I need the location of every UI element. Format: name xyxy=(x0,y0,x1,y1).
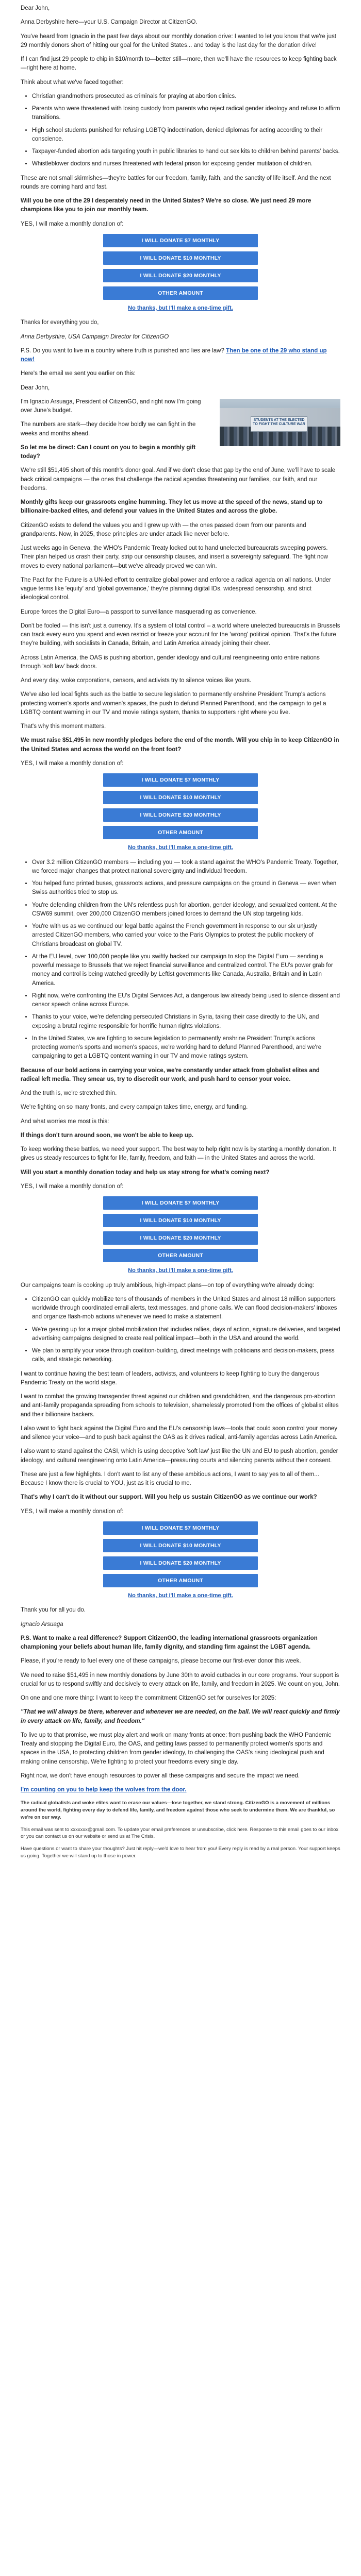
other-amount-button[interactable]: OTHER AMOUNT xyxy=(103,286,258,300)
donate-10-button[interactable]: I WILL DONATE $10 MONTHLY xyxy=(103,791,258,804)
body-paragraph: We're fighting on so many fronts, and every campaign takes time, energy, and funding. xyxy=(21,1104,248,1111)
greeting: Dear John, xyxy=(21,384,50,391)
list-item: • Right now, we're confronting the EU's Digital Services Act, a dangerous law already being used to silence dissent and censor speech online across Europe. xyxy=(32,992,340,1010)
list-item: • We're gearing up for a major global mobilization that includes rallies, days of action, signature deliveries, and targeted advertising campaigns designed to create real political impact—both in the USA and around the world. xyxy=(32,1326,340,1344)
body-paragraph: Just weeks ago in Geneva, the WHO's Pandemic Treaty locked out to hand unelected bureaucrats sweeping powers. Their plan helped us crash their party, strip our censorship clauses, and insert a sovereignty safeguard. The fight now moves to every national parliament—but we've already proved we can win. xyxy=(21,545,328,569)
signoff: Thanks for everything you do, xyxy=(21,319,99,326)
body-paragraph: If things don't turn around soon, we won't be able to keep up. xyxy=(21,1132,194,1139)
body-paragraph: On one and one more thing: I want to keep the commitment CitizenGO set for ourselves for 2025: xyxy=(21,1695,276,1701)
body-paragraph: These are just a few highlights. I don't want to list any of these ambitious actions, I want to say yes to all of them... Because I know there is crucial to YOU, just as it is crucial to me. xyxy=(21,1471,319,1486)
ps-link[interactable]: Then be one of the 29 who stand up now! xyxy=(21,347,327,363)
donate-7-button[interactable]: I WILL DONATE $7 MONTHLY xyxy=(103,234,258,247)
donate-buttons-group-3 xyxy=(21,1196,340,1275)
donate-buttons-group-1 xyxy=(21,234,340,313)
list-item: • High school students punished for refusing LGBTQ indoctrination, denied diplomas for acting according to their conscience. xyxy=(32,126,340,144)
donate-10-button[interactable]: I WILL DONATE $10 MONTHLY xyxy=(103,1214,258,1227)
other-amount-button[interactable]: OTHER AMOUNT xyxy=(103,1574,258,1587)
intro-paragraph: If I can find just 29 people to chip in $10/month to—better still—more, then we'll have the resources to keep fighting back—right here at home. xyxy=(21,56,337,72)
body-paragraph: And the truth is, we're stretched thin. xyxy=(21,1090,117,1096)
ps-paragraph xyxy=(21,347,340,365)
protest-banner: STUDENTS AT THE ELECTED TO FIGHT THE CULTURE WAR xyxy=(251,416,307,432)
body-paragraph: Monthly gifts keep our grassroots engine humming. They let us move at the speed of the news, stand up to billionaire-backed elites, and defend your values in the United States and across the globe. xyxy=(21,499,323,515)
body-paragraph: Please, if you're ready to fuel every one of these campaigns, please become our first-ever donor this week. xyxy=(21,1658,301,1665)
body-paragraph: We've also led local fights such as the battle to secure legislation to permanently enshrine President Trump's actions protecting women's sports and women's spaces, the push to defund Planned Parenthood, and the campaign to get a LGBTQ content warning in our TV and movie ratings system, thanks to supporters right where you live. xyxy=(21,691,326,716)
body-paragraph: CitizenGO exists to defend the values you and I grew up with — the ones passed down from our parents and grandparents. Now, in 2025, those principles are under attack like never before. xyxy=(21,522,306,537)
body-paragraph: Will you start a monthly donation today and help us stay strong for what's coming next? xyxy=(21,1169,270,1176)
body-paragraph: That's why this moment matters. xyxy=(21,723,106,730)
body-paragraph: That's why I can't do it without our support. Will you help us sustain CitizenGO as we continue our work? xyxy=(21,1494,317,1501)
donate-20-button[interactable]: I WILL DONATE $20 MONTHLY xyxy=(103,269,258,282)
body-paragraph: Our campaigns team is cooking up truly ambitious, high-impact plans—on top of everything we're already doing: xyxy=(21,1282,315,1289)
footer-unsubscribe: This email was sent to xxxxxxx@gmail.com. To update your email preferences or unsubscribe, click here. Response to this email goes to our inbox or you can contact us on our website or send us at The Crisis. xyxy=(21,1826,339,1840)
donate-buttons-group-2 xyxy=(21,773,340,852)
list-item: • You helped fund printed buses, grassroots actions, and pressure campaigns on the ground in Geneva — even when Swiss authorities tried to stop us. xyxy=(32,879,340,897)
body-paragraph: We must raise $51,495 in new monthly pledges before the end of the month. Will you chip in to keep CitizenGO in the United States and across the world on the front foot? xyxy=(21,737,339,753)
other-amount-button[interactable]: OTHER AMOUNT xyxy=(103,1249,258,1262)
body-paragraph: Don't be fooled — this isn't just a currency. It's a system of total control – a world where unelected bureaucrats in Brussels can track every euro you spend and even restrict or freeze your account for the 'wrong' political opinion. That's the future they're building, with socialists in Canada, Britain, and Latin America already joining their cheer. xyxy=(21,622,340,647)
donate-20-button[interactable]: I WILL DONATE $20 MONTHLY xyxy=(103,808,258,822)
body-paragraph: I also want to stand against the CASI, which is using deceptive 'soft law' just like the UN and EU to push abortion, gender ideology, and cultural reengineering onto Latin America—pressuring courts and silencing parents without their consent. xyxy=(21,1448,338,1464)
body-paragraph: I want to continue having the best team of leaders, activists, and volunteers to keep fighting to bury the dangerous Pandemic Treaty on the world stage. xyxy=(21,1370,320,1386)
donate-buttons-group-4 xyxy=(21,1521,340,1600)
body-paragraph: To live up to that promise, we must play alert and work on many fronts at once: from pushing back the WHO Pandemic Treaty and stopping the Digital Euro, the OAS, and getting laws passed to permanently protect women's sports and spaces in the USA, to protecting children from gender ideology, to challenging the OAS's rising ideological push and making online censorship. We're fighting to protect your freedoms every single day. xyxy=(21,1732,332,1765)
donate-10-button[interactable]: I WILL DONATE $10 MONTHLY xyxy=(103,251,258,265)
achievements-list xyxy=(32,858,340,1061)
ps-text: P.S. Do you want to live in a country where truth is punished and lies are law? xyxy=(21,347,224,354)
body-paragraph: To keep working these battles, we need your support. The best way to help right now is by starting a monthly donation. It gives us steady resources to fight for life, family, freedom, and faith — in the United States and across the world. xyxy=(21,1146,336,1162)
one-time-gift-link[interactable]: No thanks, but I'll make a one-time gift. xyxy=(128,1592,233,1599)
final-cta-link[interactable]: I'm counting on you to help keep the wolves from the door. xyxy=(21,1787,187,1793)
signature: Ignacio Arsuaga xyxy=(21,1621,63,1628)
donate-7-button[interactable]: I WILL DONATE $7 MONTHLY xyxy=(103,773,258,787)
intro-paragraph: Will you be one of the 29 I desperately need in the United States? We're so close. We just need 29 more champions like you to join our monthly team. xyxy=(21,198,311,213)
body-paragraph: Europe forces the Digital Euro—a passport to surveillance masquerading as convenience. xyxy=(21,608,257,615)
donate-20-button[interactable]: I WILL DONATE $20 MONTHLY xyxy=(103,1231,258,1245)
previous-email-note: Here's the email we sent you earlier on this: xyxy=(21,370,136,377)
list-item: • You're with us as we continued our legal battle against the French government in response to our six unjustly arrested CitizenGO members, who carried your voice to the Paris Olympics to protest the public mockery of Christians broadcast on global TV. xyxy=(32,922,340,949)
intro-paragraph: Think about what we've faced together: xyxy=(21,79,124,86)
body-paragraph: And what worries me most is this: xyxy=(21,1118,109,1125)
rally-photo xyxy=(220,399,340,446)
body-paragraph: Across Latin America, the OAS is pushing abortion, gender ideology and cultural reengineering onto entire nations through 'soft law' back doors. xyxy=(21,654,320,670)
list-item: • Thanks to your voice, we're defending persecuted Christians in Syria, taking their case directly to the UN, and exposing a brutal regime responsible for horrific human rights violations. xyxy=(32,1013,340,1031)
one-time-gift-link[interactable]: No thanks, but I'll make a one-time gift. xyxy=(128,304,233,311)
one-time-gift-link[interactable]: No thanks, but I'll make a one-time gift. xyxy=(128,844,233,851)
other-amount-button[interactable]: OTHER AMOUNT xyxy=(103,826,258,839)
donate-prompt: YES, I will make a monthly donation of: xyxy=(21,1508,124,1515)
list-item: • In the United States, we are fighting to secure legislation to permanently enshrine President Trump's actions protecting women's sports and women's spaces, we're working hard to defund Planned Parenthood, and we're campaigning to get a LGBTQ content warning in our TV and movie ratings system. xyxy=(32,1035,340,1061)
body-paragraph: We're still $51,495 short of this month's donor goal. And if we don't close that gap by the end of June, we'll have to scale back critical campaigns — the ones that challenge the radical agendas threatening our families, our faith, and our freedoms. xyxy=(21,467,336,492)
body-paragraph: The numbers are stark—they decide how boldly we can fight in the weeks and months ahead. xyxy=(21,421,196,437)
donate-7-button[interactable]: I WILL DONATE $7 MONTHLY xyxy=(103,1196,258,1210)
intro-paragraph: These are not small skirmishes—they're battles for our freedom, family, faith, and the sanctity of life itself. And the next rounds are coming hard and fast. xyxy=(21,175,331,190)
list-item: • You're defending children from the UN's relentless push for abortion, gender ideology, and sexualized content. At the CSW69 summit, over 200,000 CitizenGO members joined forces to demand the UN stop targeting kids. xyxy=(32,901,340,919)
list-item: • Parents who were threatened with losing custody from parents who reject radical gender ideology and refuse to affirm transitions. xyxy=(32,105,340,123)
body-paragraph: And every day, woke corporations, censors, and activists try to silence voices like yours. xyxy=(21,677,252,684)
footer-contact: Have questions or want to share your thoughts? Just hit reply—we'd love to hear from you! Every reply is read by a real person. Your support keeps us going. Together we will stand up to those in power. xyxy=(21,1846,340,1859)
list-item: • Whistleblower doctors and nurses threatened with federal prison for exposing gender mutilation of children. xyxy=(32,160,340,168)
signature: Anna Derbyshire, USA Campaign Director for CitizenGO xyxy=(21,333,169,340)
one-time-gift-link[interactable]: No thanks, but I'll make a one-time gift. xyxy=(128,1267,233,1274)
list-item: • Taxpayer-funded abortion ads targeting youth in public libraries to hand out sex kits to children behind parents' backs. xyxy=(32,147,340,156)
body-paragraph: I want to combat the growing transgender threat against our children and grandchildren, and the dangerous pro-abortion and anti-family propaganda spreading from schools to television, shamelessly promoted from the offices of globalist elites and their billionaire backers. xyxy=(21,1394,339,1418)
body-paragraph: We need to raise $51,495 in new monthly donations by June 30th to avoid cutbacks in our core programs. Your support is crucial for us to respond swiftly and decisively to every attack on life, family, and freedom in 2025. We count on you, John. xyxy=(21,1672,340,1687)
donate-20-button[interactable]: I WILL DONATE $20 MONTHLY xyxy=(103,1556,258,1570)
battles-list xyxy=(32,92,340,169)
footer-mission: The radical globalists and woke elites want to erase our values—lose together, we stand strong. CitizenGO is a movement of millions around the world, fighting every day to defend life, family, and freedom against those who seek to undermine them. We are thankful, so we're on our way. xyxy=(21,1800,335,1820)
list-item: • Christian grandmothers prosecuted as criminals for praying at abortion clinics. xyxy=(32,92,340,101)
intro-paragraph: Anna Derbyshire here—your U.S. Campaign Director at CitizenGO. xyxy=(21,19,198,26)
signoff: Thank you for all you do. xyxy=(21,1607,86,1614)
email-footer xyxy=(21,1800,340,1859)
body-paragraph: I'm Ignacio Arsuaga, President of CitizenGO, and right now I'm going over June's budget. xyxy=(21,398,201,414)
body-paragraph: Because of our bold actions in carrying your voice, we're constantly under attack from globalist elites and radical left media. They smear us, try to discredit our work, and push hard to censor your voice. xyxy=(21,1067,320,1082)
list-item: • We plan to amplify your voice through coalition-building, direct meetings with politicians and decision-makers, press calls, and strategic networking. xyxy=(32,1347,340,1365)
body-paragraph: The Pact for the Future is a UN-led effort to centralize global power and enforce a radical agenda on all nations. Under vague terms like 'equity' and 'global governance,' they're planning digital IDs, widespread censorship, and strict ideological control. xyxy=(21,577,331,601)
donate-prompt: YES, I will make a monthly donation of: xyxy=(21,1183,124,1190)
intro-paragraph: You've heard from Ignacio in the past few days about our monthly donation drive: I wanted to let you know that we're just 29 monthly donors short of hitting our goal for the United States... and today is the last day for the donation drive! xyxy=(21,33,336,48)
donate-10-button[interactable]: I WILL DONATE $10 MONTHLY xyxy=(103,1539,258,1552)
body-paragraph: I also want to fight back against the Digital Euro and the EU's censorship laws—tools that could soon control your money and silence your voice—and to push back against the OAS as it drives radical, anti-family agendas across Latin America. xyxy=(21,1425,338,1440)
list-item: • Over 3.2 million CitizenGO members — including you — took a stand against the WHO's Pandemic Treaty. Together, we forced major changes that protect national sovereignty and individual freedom. xyxy=(32,858,340,876)
commitment-quote: "That we will always be there, wherever and whenever we are needed, on the ball. We will react quickly and firmly in every attack on life, family, and freedom." xyxy=(21,1709,340,1724)
donate-7-button[interactable]: I WILL DONATE $7 MONTHLY xyxy=(103,1521,258,1535)
list-item: • At the EU level, over 100,000 people like you swiftly backed our campaign to stop the Digital Euro — sending a powerful message to Brussels that we reject financial surveillance and centralized control. The EU's power grab for money and control is being watched greedily by Leftist governments like Canada, Australia, Britain and in Latin America. xyxy=(32,953,340,988)
donate-prompt: YES, I will make a monthly donation of: xyxy=(21,221,124,227)
body-paragraph: Right now, we don't have enough resources to power all these campaigns and secure the impact we need. xyxy=(21,1772,300,1779)
list-item: • CitizenGO can quickly mobilize tens of thousands of members in the United States and almost 18 million supporters worldwide through coordinated email alerts, text messages, and phone calls. We can flood decision-makers' inboxes and organize flash-mob actions whenever we need to make a statement. xyxy=(32,1295,340,1322)
ps-paragraph: P.S. Want to make a real difference? Support CitizenGO, the leading international grassroots organization championing your beliefs about human life, family dignity, and standing firm against the LGBT agenda. xyxy=(21,1635,318,1650)
plans-list xyxy=(32,1295,340,1365)
body-paragraph: So let me be direct: Can I count on you to begin a monthly gift today? xyxy=(21,444,196,460)
donate-prompt: YES, I will make a monthly donation of: xyxy=(21,760,124,767)
greeting: Dear John, xyxy=(21,5,50,11)
